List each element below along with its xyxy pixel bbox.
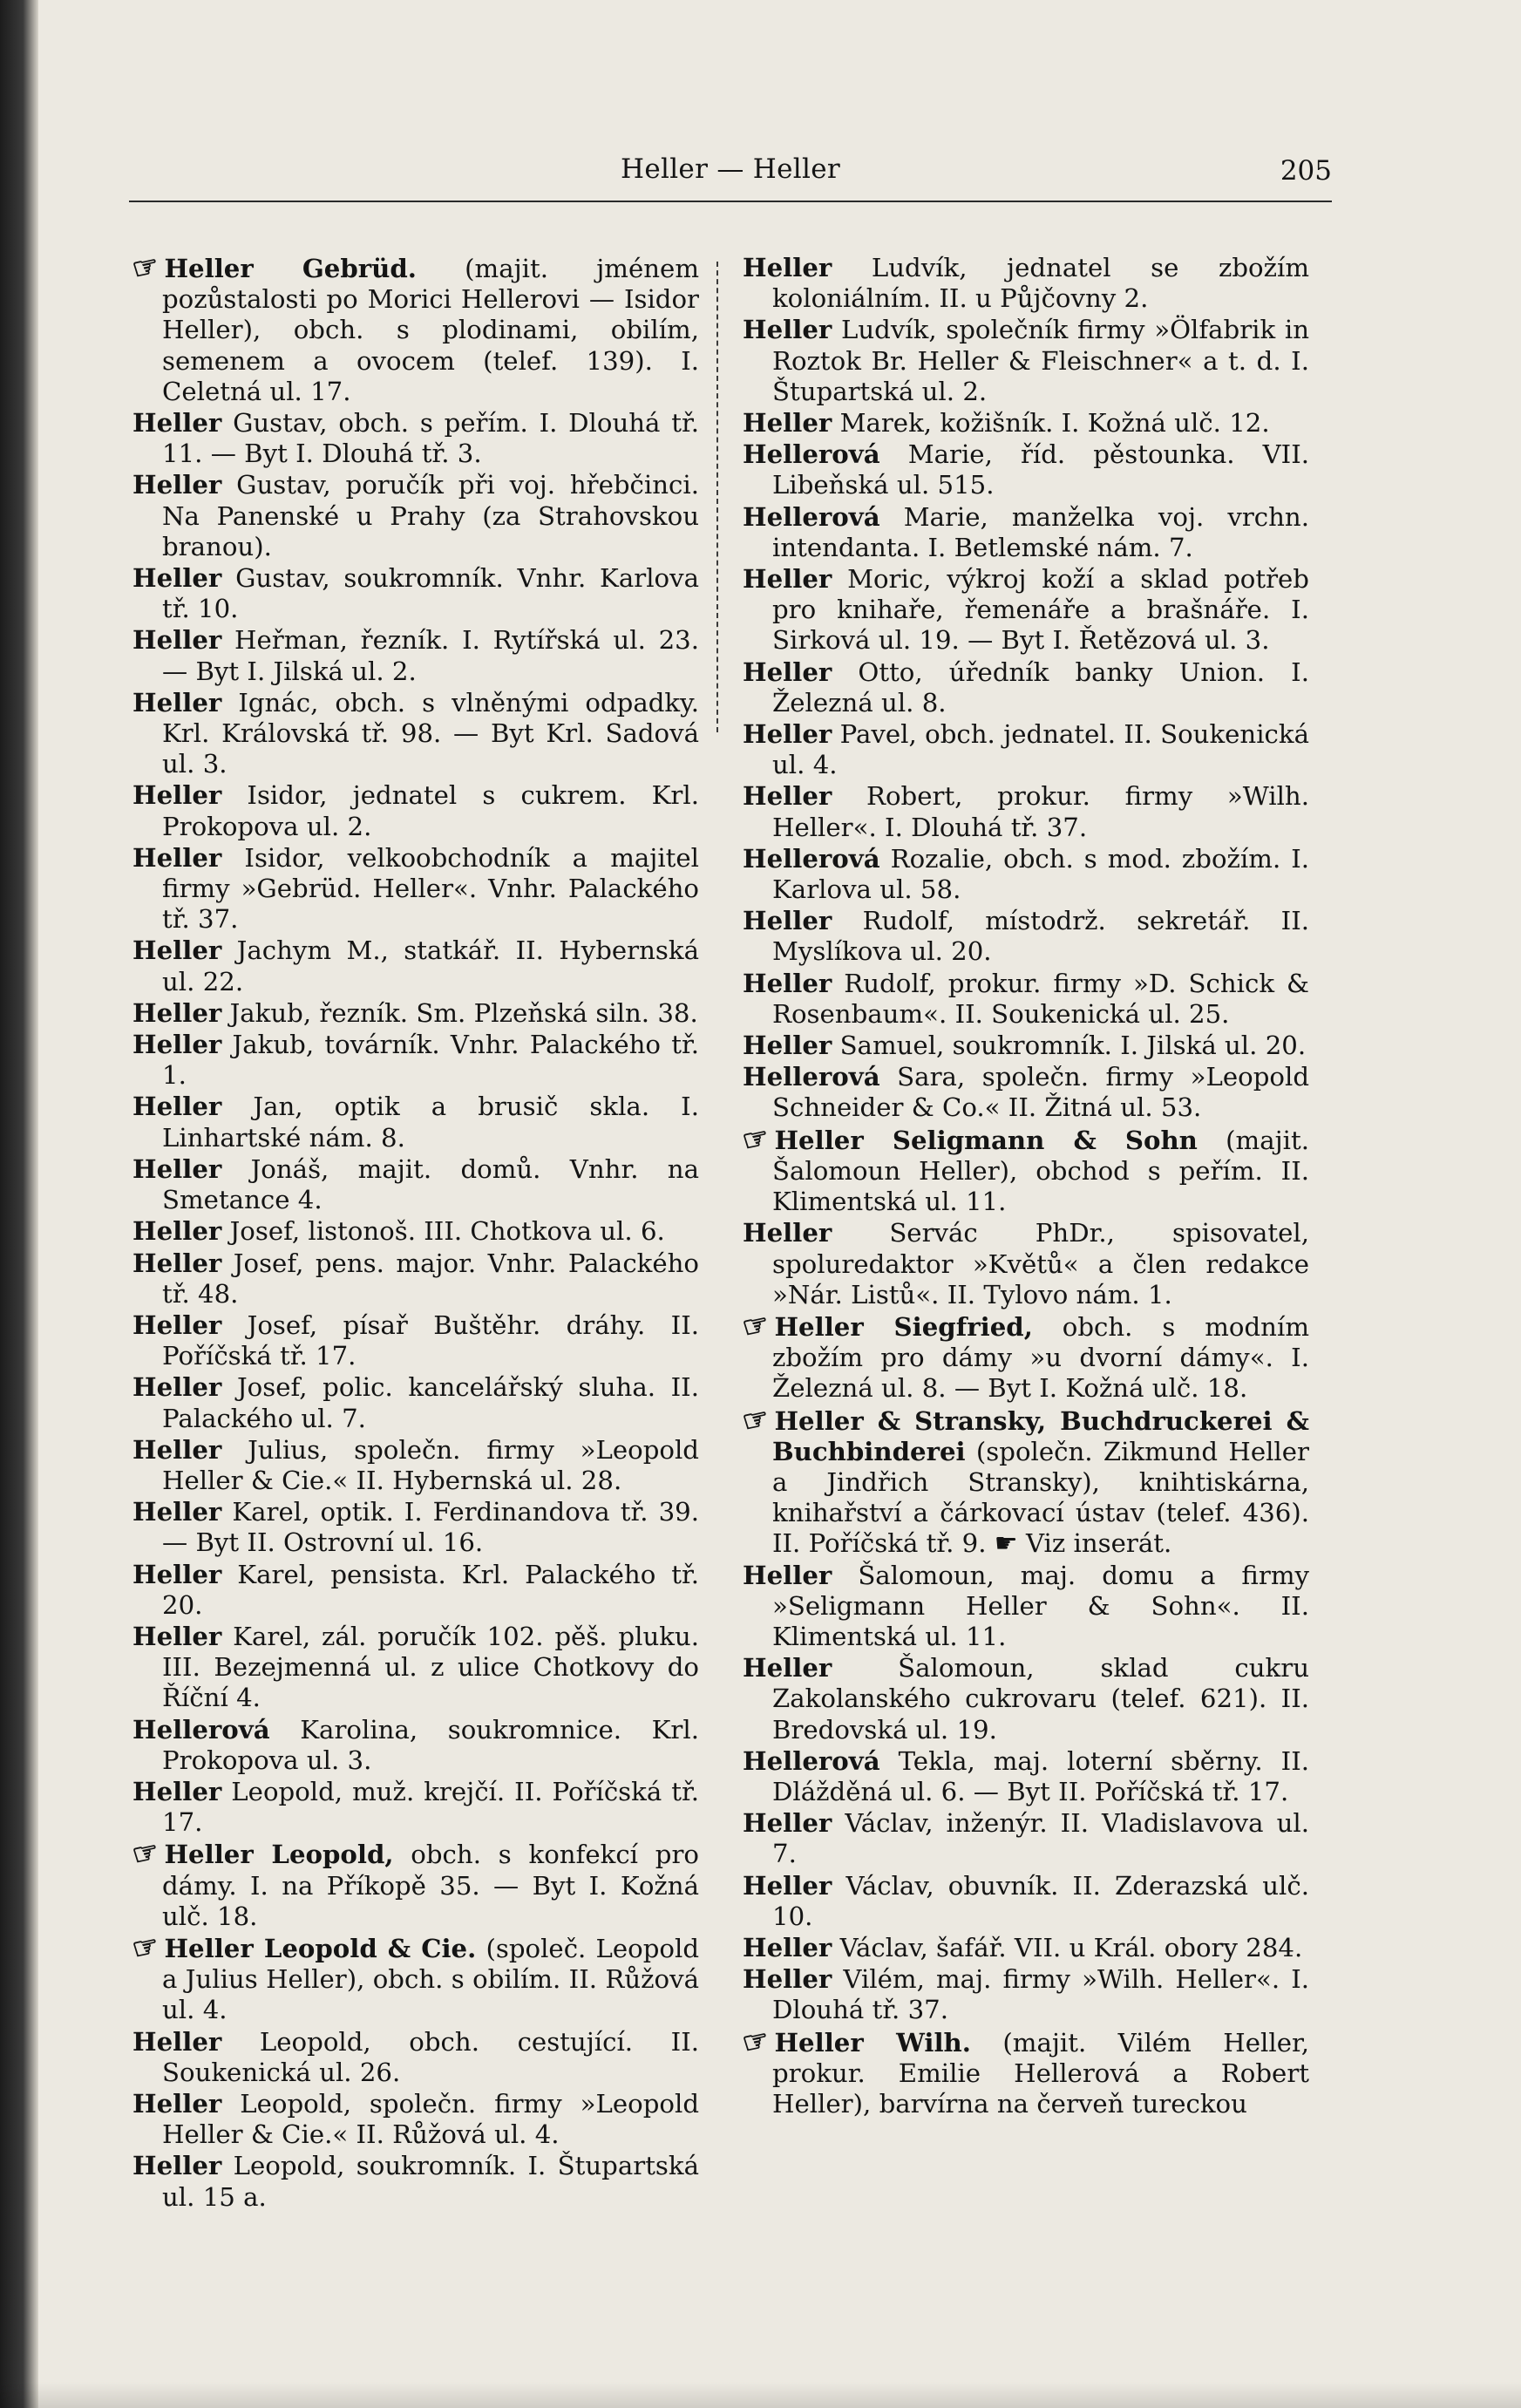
directory-entry — [743, 439, 1309, 500]
entry-name: Heller — [132, 1153, 222, 1184]
entry-name: Heller — [743, 408, 832, 439]
entry-name: Heller — [132, 625, 222, 656]
entry-name: Heller Siegfried, — [774, 1311, 1033, 1342]
entry-name: Heller — [743, 253, 832, 282]
directory-entry — [132, 688, 699, 780]
directory-entry — [739, 2021, 1309, 2120]
entry-name: Heller — [132, 1309, 222, 1340]
directory-entry — [132, 843, 699, 935]
directory-entry — [132, 1777, 699, 1838]
directory-entry — [132, 780, 699, 841]
entry-text: Jonáš, majit. domů. Vnhr. na Smetance 4. — [162, 1153, 699, 1215]
entry-name: Heller — [132, 997, 222, 1028]
directory-entry — [132, 2089, 699, 2150]
entry-text: Jan, optik a brusič skla. I. Linhartské nám. 8. — [162, 1092, 699, 1153]
directory-entry — [743, 502, 1309, 563]
hand-mark-icon: ☞ — [739, 2021, 773, 2062]
directory-entry — [129, 1833, 699, 1932]
directory-entry — [743, 253, 1309, 314]
hand-mark-icon: ☞ — [739, 1399, 773, 1440]
directory-entry — [132, 2151, 699, 2212]
entry-text: Václav, obuvník. II. Zderazská ulč. 10. — [772, 1870, 1309, 1931]
entry-name: Heller — [743, 1031, 832, 1061]
entry-name: Heller — [132, 1092, 222, 1122]
entry-name: Heller — [132, 408, 222, 439]
entry-text: Otto, úředník banky Union. I. Železná ul. 8. — [772, 656, 1309, 718]
entry-name: Heller — [132, 1372, 222, 1403]
directory-entry — [132, 1248, 699, 1309]
entry-text: obch. s modním zbožím pro dámy »u dvorní dámy«. I. Železná ul. 8. — Byt I. Kožná ulč. 18. — [772, 1311, 1309, 1404]
directory-entry — [129, 1928, 700, 2026]
directory-entry — [743, 1808, 1309, 1869]
directory-entry — [743, 1964, 1309, 2025]
entry-name: Heller — [743, 1964, 832, 1995]
directory-entry — [743, 1561, 1309, 1653]
entry-text: Tekla, maj. loterní sběrny. II. Dlážděná ul. 6. — Byt II. Poříčská tř. 17. — [772, 1745, 1309, 1806]
right-column — [739, 253, 1310, 2120]
directory-entry — [743, 564, 1309, 656]
directory-entry — [132, 1030, 699, 1091]
directory-entry — [132, 1715, 699, 1776]
directory-entry — [132, 1372, 699, 1433]
entry-text: Jakub, továrník. Vnhr. Palackého tř. 1. — [162, 1030, 699, 1091]
entry-name: Heller — [743, 1218, 832, 1248]
directory-entry — [743, 781, 1309, 842]
entry-name: Heller — [743, 1808, 832, 1839]
directory-entry — [739, 1119, 1309, 1218]
directory-entry — [132, 1310, 699, 1371]
entry-text: Václav, šafář. VII. u Král. obory 284. — [839, 1932, 1303, 1962]
directory-entry — [132, 1560, 699, 1621]
directory-entry — [743, 1218, 1309, 1310]
directory-entry — [739, 1399, 1309, 1560]
entry-text: Ludvík, jednatel se zbožím koloniálním. II. u Půjčovny 2. — [772, 253, 1309, 314]
entry-text: Josef, pens. major. Vnhr. Palackého tř. 48. — [162, 1248, 699, 1309]
directory-entry — [743, 1653, 1309, 1745]
entry-text: Marek, kožišník. I. Kožná ulč. 12. — [839, 408, 1270, 439]
entry-name: Heller — [743, 906, 832, 936]
directory-entry — [129, 248, 699, 407]
entry-name: Heller — [743, 315, 832, 345]
entry-name: Heller — [743, 656, 832, 687]
entry-text: Šalomoun, maj. domu a firmy »Seligmann Heller & Sohn«. II. Klimentská ul. 11. — [772, 1560, 1309, 1651]
directory-entry — [743, 315, 1309, 407]
page-shade — [0, 2382, 1521, 2408]
entry-text: Vilém, maj. firmy »Wilh. Heller«. I. Dlouhá tř. 37. — [772, 1964, 1310, 2025]
entry-name: Heller — [132, 1559, 222, 1589]
pointing-hand-icon: ☛ — [994, 1528, 1018, 1560]
column-divider — [716, 262, 718, 732]
entry-name: Heller — [743, 1560, 832, 1590]
entry-name: Heller & Stransky, Buchdruckerei & Buchbinderei — [772, 1405, 1309, 1466]
entry-name: Heller — [132, 2151, 222, 2181]
hand-mark-icon: ☞ — [129, 248, 163, 288]
header-rule — [129, 201, 1332, 202]
entry-text: Jakub, řezník. Sm. Plzeňská siln. 38. — [229, 997, 698, 1028]
directory-entry — [743, 408, 1309, 439]
entry-text: Jachym M., statkář. II. Hybernská ul. 22. — [162, 935, 699, 997]
entry-text: Marie, manželka voj. vrchn. intendanta. I. Betlemské nám. 7. — [772, 501, 1309, 562]
directory-entry — [132, 935, 699, 997]
entry-text: Moric, výkroj koží a sklad potřeb pro knihaře, řemenáře a brašnáře. I. Sirková ul. 19. — Byt I. Řetězová ul. 3. — [772, 564, 1309, 656]
entry-name: Hellerová — [743, 1745, 880, 1776]
entry-text: Gustav, soukromník. Vnhr. Karlova tř. 10. — [162, 563, 699, 624]
entry-name: Heller — [132, 842, 222, 873]
entry-name: Hellerová — [743, 501, 880, 532]
directory-entry — [132, 1216, 699, 1247]
entry-name: Heller — [132, 1497, 222, 1527]
entry-text: Leopold, obch. cestující. II. Soukenická ul. 26. — [162, 2026, 700, 2087]
entry-name: Heller — [132, 1776, 222, 1806]
entry-text: obch. s konfekcí pro dámy. I. na Příkopě 35. — Byt I. Kožná ulč. 18. — [162, 1840, 699, 1931]
directory-entry — [743, 657, 1309, 718]
entry-name: Heller Wilh. — [774, 2027, 971, 2058]
directory-entry — [743, 906, 1309, 967]
entry-text: Samuel, soukromník. I. Jilská ul. 20. — [839, 1031, 1307, 1061]
running-head: Heller — Heller — [621, 153, 840, 185]
directory-entry — [132, 1435, 699, 1496]
entry-text: Šalomoun, sklad cukru Zakolanského cukrovaru (telef. 621). II. Bredovská ul. 19. — [772, 1653, 1309, 1745]
entry-text: Leopold, soukromník. I. Štupartská ul. 15 a. — [162, 2151, 699, 2212]
entry-text: Ludvík, společník firmy »Ölfabrik in Roztok Br. Heller & Fleischner« a t. d. I. Štupartská ul. 2. — [772, 315, 1309, 406]
hand-mark-icon: ☞ — [739, 1306, 773, 1346]
directory-entry — [132, 1497, 699, 1558]
directory-entry — [132, 1154, 699, 1215]
entry-text: Servác PhDr., spisovatel, spoluredaktor »Květů« a člen redakce »Nár. Listů«. II. Tylovo nám. 1. — [772, 1218, 1309, 1309]
entry-text: Isidor, jednatel s cukrem. Krl. Prokopova ul. 2. — [162, 780, 699, 841]
entry-name: Heller — [132, 2088, 222, 2119]
entry-name: Heller — [132, 563, 222, 594]
entry-reference: Viz inserát. — [1025, 1528, 1172, 1559]
entry-name: Hellerová — [743, 1062, 880, 1092]
directory-entry — [743, 1031, 1309, 1061]
entry-name: Heller — [132, 470, 222, 500]
entry-text: Josef, polic. kancelářský sluha. II. Palackého ul. 7. — [162, 1372, 699, 1433]
entry-name: Heller — [743, 781, 832, 812]
entry-text: Karel, zál. poručík 102. pěš. pluku. III. Bezejmenná ul. z ulice Chotkovy do Říční 4. — [162, 1621, 699, 1713]
entry-text: Karel, pensista. Krl. Palackého tř. 20. — [162, 1559, 700, 1620]
entry-name: Heller — [743, 968, 832, 998]
entry-name: Heller — [132, 1434, 222, 1465]
entry-text: Sara, společn. firmy »Leopold Schneider & Co.« II. Žitná ul. 53. — [772, 1062, 1310, 1123]
directory-entry — [132, 1092, 699, 1153]
entry-name: Heller Seligmann & Sohn — [774, 1125, 1198, 1155]
directory-entry — [743, 1746, 1309, 1807]
directory-entry — [743, 1933, 1309, 1963]
hand-mark-icon: ☞ — [129, 1833, 163, 1874]
entry-name: Heller Leopold, — [164, 1840, 394, 1870]
entry-text: (majit. jménem pozůstalosti po Morici Hellerovi — Isidor Heller), obch. s plodinami, obilím, semenem a ovocem (telef. 139). I. Celetná ul. 17. — [162, 254, 699, 406]
entry-text: Heřman, řezník. I. Rytířská ul. 23. — Byt I. Jilská ul. 2. — [162, 625, 700, 686]
directory-entry — [739, 1306, 1309, 1405]
directory-entry — [743, 844, 1309, 905]
entry-text: Josef, listonoš. III. Chotkova ul. 6. — [229, 1216, 665, 1247]
entry-text: Josef, písař Buštěhr. dráhy. II. Poříčská tř. 17. — [162, 1309, 699, 1371]
page-number: 205 — [1280, 155, 1332, 187]
directory-entry — [132, 408, 699, 469]
entry-name: Heller — [132, 1248, 222, 1278]
entry-text: Pavel, obch. jednatel. II. Soukenická ul. 4. — [772, 719, 1309, 780]
entry-name: Hellerová — [743, 439, 880, 470]
entry-text: (majit. Vilém Heller, prokur. Emilie Hellerová a Robert Heller), barvírna na červeň tureckou — [772, 2027, 1309, 2119]
directory-entry — [132, 470, 699, 562]
hand-mark-icon: ☞ — [129, 1928, 163, 1968]
directory-entry — [743, 719, 1309, 780]
entry-text: Isidor, velkoobchodník a majitel firmy »Gebrüd. Heller«. Vnhr. Palackého tř. 37. — [162, 842, 699, 935]
entry-text: Gustav, obch. s peřím. I. Dlouhá tř. 11. — Byt I. Dlouhá tř. 3. — [162, 408, 699, 469]
directory-entry — [132, 625, 699, 686]
entry-name: Heller — [743, 1932, 832, 1962]
entry-text: Gustav, poručík při voj. hřebčinci. Na Panenské u Prahy (za Strahovskou branou). — [162, 470, 699, 561]
entry-name: Heller — [743, 1870, 832, 1901]
directory-entry — [132, 563, 699, 624]
entry-text: (společn. Zikmund Heller a Jindřich Stransky), knihtiskárna, knihařství a čárkovací ústav (telef. 436). II. Poříčská tř. 9. — [772, 1436, 1309, 1559]
entry-name: Heller Leopold & Cie. — [164, 1933, 477, 1963]
entry-text: Marie, říd. pěstounka. VII. Libeňská ul. 515. — [772, 439, 1310, 500]
entry-text: Robert, prokur. firmy »Wilh. Heller«. I. Dlouhá tř. 37. — [772, 781, 1309, 842]
entry-text: Julius, společn. firmy »Leopold Heller & Cie.« II. Hybernská ul. 28. — [162, 1434, 699, 1495]
entry-name: Hellerová — [743, 843, 880, 874]
entry-name: Heller — [132, 687, 222, 718]
entry-text: Rozalie, obch. s mod. zbožím. I. Karlova ul. 58. — [772, 843, 1310, 905]
entry-name: Heller — [132, 935, 222, 966]
entry-name: Heller — [743, 1653, 832, 1684]
entry-text: (majit. Šalomoun Heller), obchod s peřím. II. Klimentská ul. 11. — [772, 1125, 1309, 1217]
entry-text: Václav, inženýr. II. Vladislavova ul. 7. — [772, 1808, 1310, 1869]
entry-text: (společ. Leopold a Julius Heller), obch. s obilím. II. Růžová ul. 4. — [162, 1933, 700, 2025]
entry-text: Leopold, muž. krejčí. II. Poříčská tř. 17. — [162, 1776, 699, 1838]
entry-text: Karolina, soukromnice. Krl. Prokopova ul. 3. — [162, 1714, 699, 1775]
page-binding-edge — [0, 0, 38, 2408]
directory-entry — [743, 969, 1309, 1030]
entry-text: Ignác, obch. s vlněnými odpadky. Krl. Královská tř. 98. — Byt Krl. Sadová ul. 3. — [162, 687, 699, 779]
entry-name: Heller — [132, 2026, 222, 2057]
entry-text: Rudolf, prokur. firmy »D. Schick & Rosenbaum«. II. Soukenická ul. 25. — [772, 968, 1309, 1029]
entry-name: Heller — [132, 1621, 222, 1651]
entry-name: Heller Gebrüd. — [164, 254, 417, 283]
entry-name: Heller — [132, 1030, 222, 1060]
entry-name: Heller — [743, 564, 832, 595]
entry-text: Leopold, společn. firmy »Leopold Heller & Cie.« II. Růžová ul. 4. — [162, 2088, 700, 2150]
entry-name: Heller — [743, 719, 832, 750]
page-header — [129, 153, 1332, 197]
directory-entry — [743, 1871, 1309, 1932]
hand-mark-icon: ☞ — [739, 1119, 773, 1160]
left-column — [129, 248, 700, 2214]
entry-name: Heller — [132, 780, 222, 811]
entry-name: Heller — [132, 1216, 222, 1247]
directory-entry — [132, 1622, 699, 1714]
directory-entry — [132, 998, 699, 1029]
entry-name: Hellerová — [132, 1714, 270, 1745]
directory-entry — [132, 2027, 699, 2088]
entry-text: Rudolf, místodrž. sekretář. II. Myslíkova ul. 20. — [772, 906, 1310, 967]
directory-entry — [743, 1062, 1309, 1123]
entry-text: Karel, optik. I. Ferdinandova tř. 39. — Byt II. Ostrovní ul. 16. — [162, 1497, 699, 1558]
